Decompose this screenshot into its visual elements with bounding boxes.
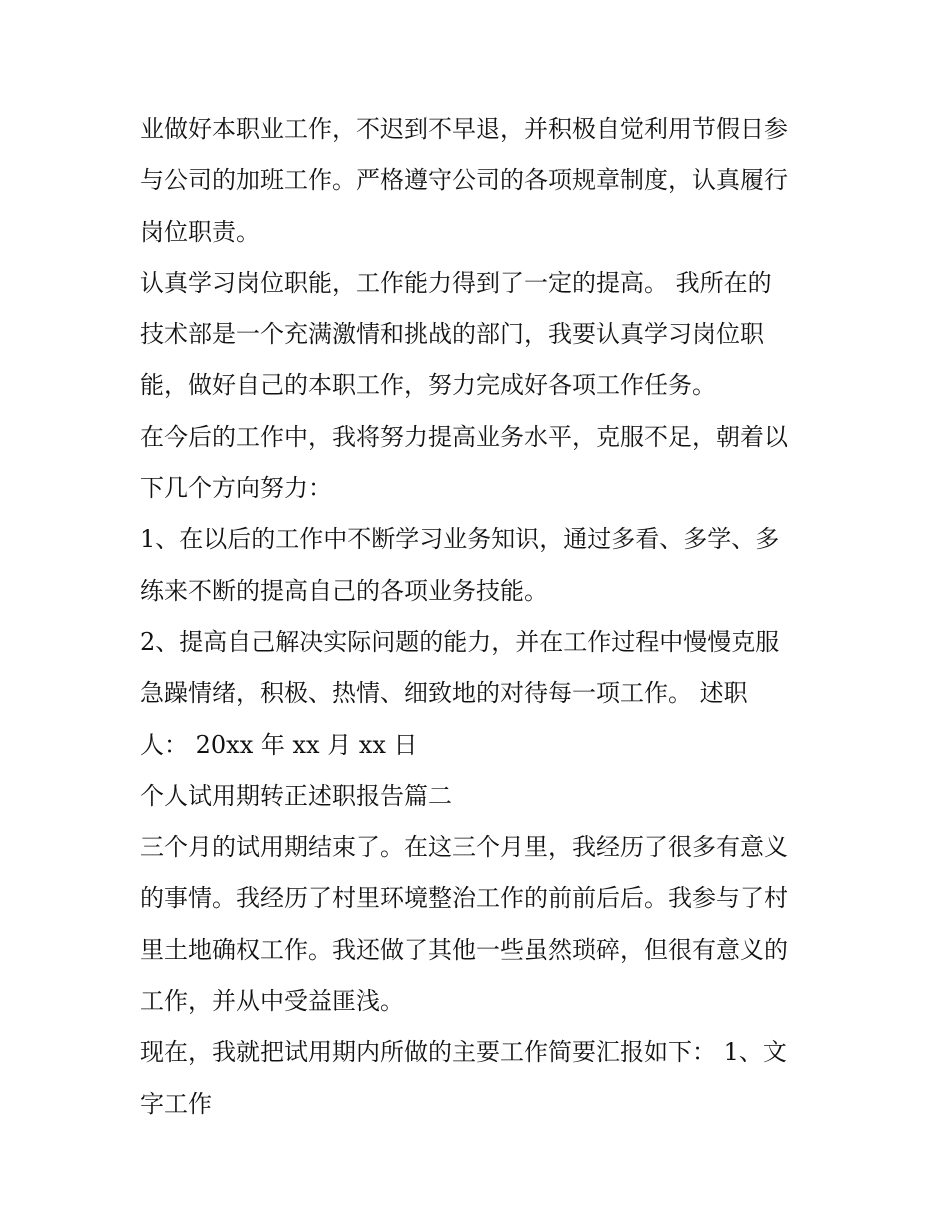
text-line: 能，做好自己的本职工作，努力完成好各项工作任务。 [140, 371, 716, 400]
text-line: 与公司的加班工作。严格遵守公司的各项规章制度，认真履行 [140, 166, 788, 195]
text-line: 人： 20xx 年 xx 月 xx 日 [140, 730, 418, 759]
text-line: 技术部是一个充满激情和挑战的部门，我要认真学习岗位职 [140, 320, 764, 349]
text-line: 三个月的试用期结束了。在这三个月里，我经历了很多有意义 [140, 833, 788, 862]
text-line: 里土地确权工作。我还做了其他一些虽然琐碎，但很有意义的 [140, 935, 788, 964]
section-heading: 个人试用期转正述职报告篇二 [140, 781, 452, 810]
text-line: 认真学习岗位职能，工作能力得到了一定的提高。 我所在的 [140, 268, 772, 297]
text-line: 业做好本职业工作，不迟到不早退，并积极自觉利用节假日参 [140, 115, 788, 143]
text-line: 急躁情绪，积极、热情、细致地的对待每一项工作。 述职 [140, 679, 748, 708]
document-body [140, 104, 820, 1130]
text-line: 1、在以后的工作中不断学习业务知识，通过多看、多学、多 [140, 525, 780, 554]
text-line: 岗位职责。 [140, 217, 260, 246]
text-line: 下几个方向努力： [140, 474, 332, 503]
text-line: 字工作 [140, 1089, 212, 1118]
text-line: 练来不断的提高自己的各项业务技能。 [140, 576, 548, 605]
text-line: 在今后的工作中，我将努力提高业务水平，克服不足，朝着以 [140, 422, 788, 451]
text-line: 的事情。我经历了村里环境整治工作的前前后后。我参与了村 [140, 884, 788, 913]
text-line: 2、提高自己解决实际问题的能力，并在工作过程中慢慢克服 [140, 627, 780, 656]
text-line: 现在，我就把试用期内所做的主要工作简要汇报如下： 1、文 [140, 1038, 787, 1067]
text-line: 工作，并从中受益匪浅。 [140, 987, 404, 1016]
